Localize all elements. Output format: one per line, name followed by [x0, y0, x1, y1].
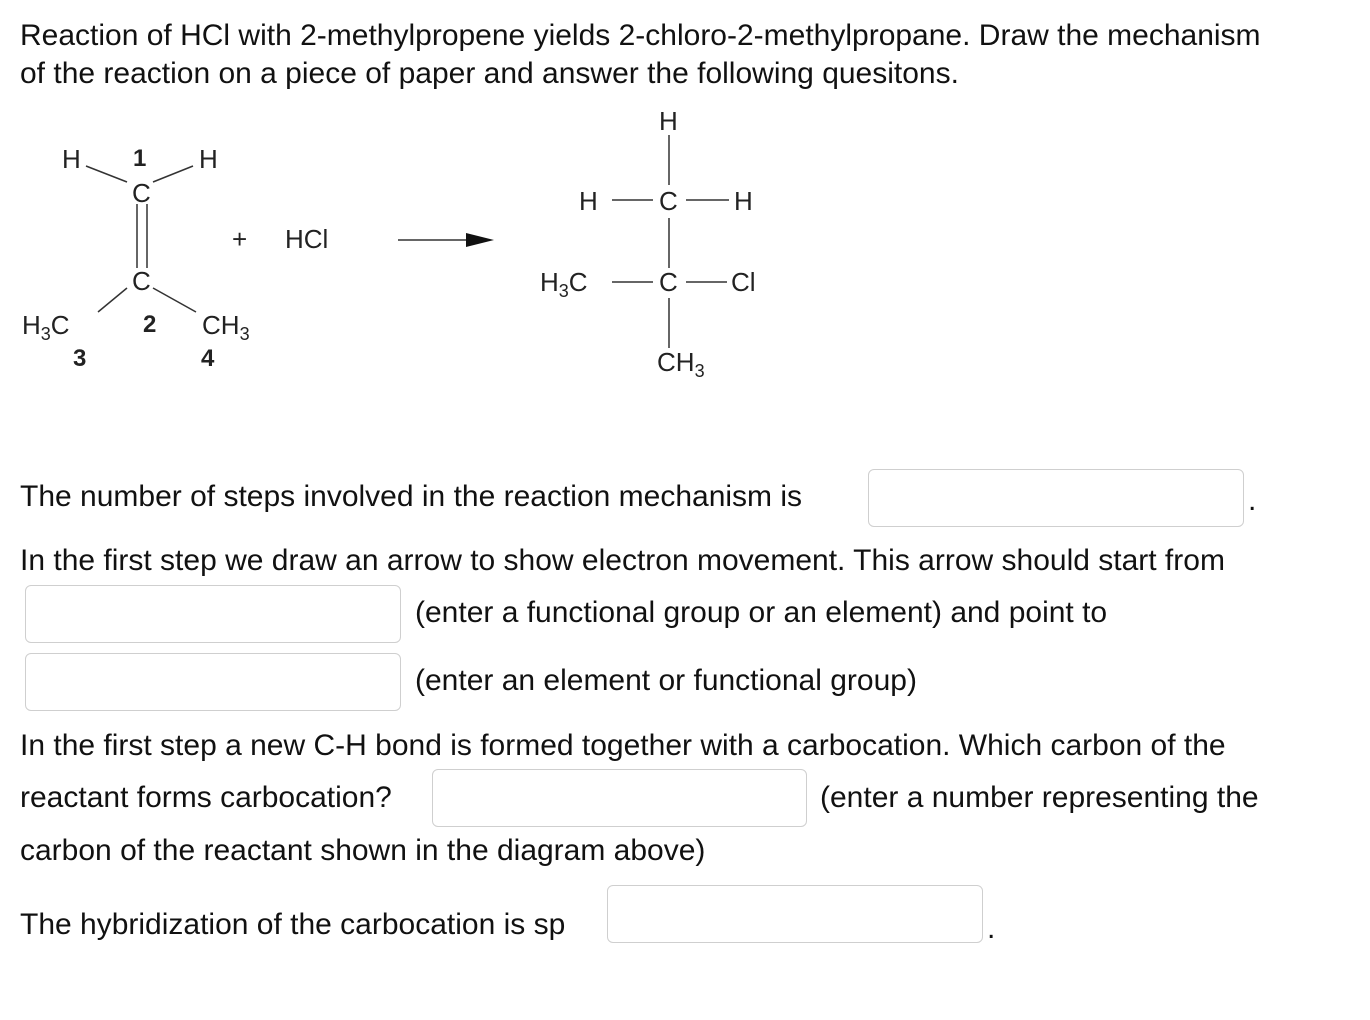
- product-h-right: H: [734, 186, 753, 216]
- product-cl: Cl: [731, 267, 756, 297]
- q3-line-2: reactant forms carbocation?: [20, 781, 392, 814]
- hybridization-input[interactable]: [607, 885, 983, 943]
- reactant-ch3: $CH_3$: [202, 310, 250, 344]
- hcl-reagent: HCl: [285, 224, 329, 254]
- plus-sign: +: [232, 224, 248, 254]
- reaction-diagram: [0, 100, 800, 390]
- q3-line-1: In the first step a new C-H bond is formed together with a carbocation. Which carbon of the: [20, 729, 1226, 762]
- product-c-center: C: [659, 267, 678, 297]
- reactant-h-right: H: [199, 144, 218, 174]
- steps-input[interactable]: [868, 469, 1244, 527]
- q2-text: In the first step we draw an arrow to show electron movement. This arrow should start from: [20, 544, 1225, 577]
- q1-text: The number of steps involved in the reaction mechanism is: [20, 480, 803, 513]
- arrow-end-input[interactable]: [25, 653, 401, 711]
- product-h-left: H: [579, 186, 598, 216]
- q4-text: The hybridization of the carbocation is sp: [20, 908, 566, 941]
- reactant-label-3: 3: [73, 345, 87, 372]
- reactant-h-left: H: [62, 144, 81, 174]
- carbocation-carbon-input[interactable]: [432, 769, 807, 827]
- product-c-top: C: [659, 186, 678, 216]
- product-ch3: $CH_3$: [657, 347, 705, 381]
- q2-hint-to: (enter an element or functional group): [415, 664, 917, 697]
- reactant-label-4: 4: [201, 345, 215, 372]
- reactant-label-2: 2: [143, 311, 157, 338]
- q4-period: .: [987, 912, 996, 945]
- q3-line-3: carbon of the reactant shown in the diagram above): [20, 834, 706, 867]
- q3-hint: (enter a number representing the: [820, 781, 1259, 814]
- product-h-top: H: [659, 106, 678, 136]
- reactant-c2: C: [132, 266, 151, 296]
- product-h3c: $H_3C$: [540, 267, 588, 301]
- arrow-start-input[interactable]: [25, 585, 401, 643]
- reactant-c1: C: [132, 178, 151, 208]
- intro-line-2: of the reaction on a piece of paper and answer the following quesitons.: [20, 57, 959, 90]
- reactant-label-1: 1: [133, 145, 147, 172]
- reactant-h3c: $H_3C$: [22, 310, 70, 344]
- q1-period: .: [1248, 484, 1257, 517]
- intro-line-1: Reaction of HCl with 2-methylpropene yields 2-chloro-2-methylpropane. Draw the mechanism: [20, 19, 1261, 52]
- q2-hint-from: (enter a functional group or an element) and point to: [415, 596, 1108, 629]
